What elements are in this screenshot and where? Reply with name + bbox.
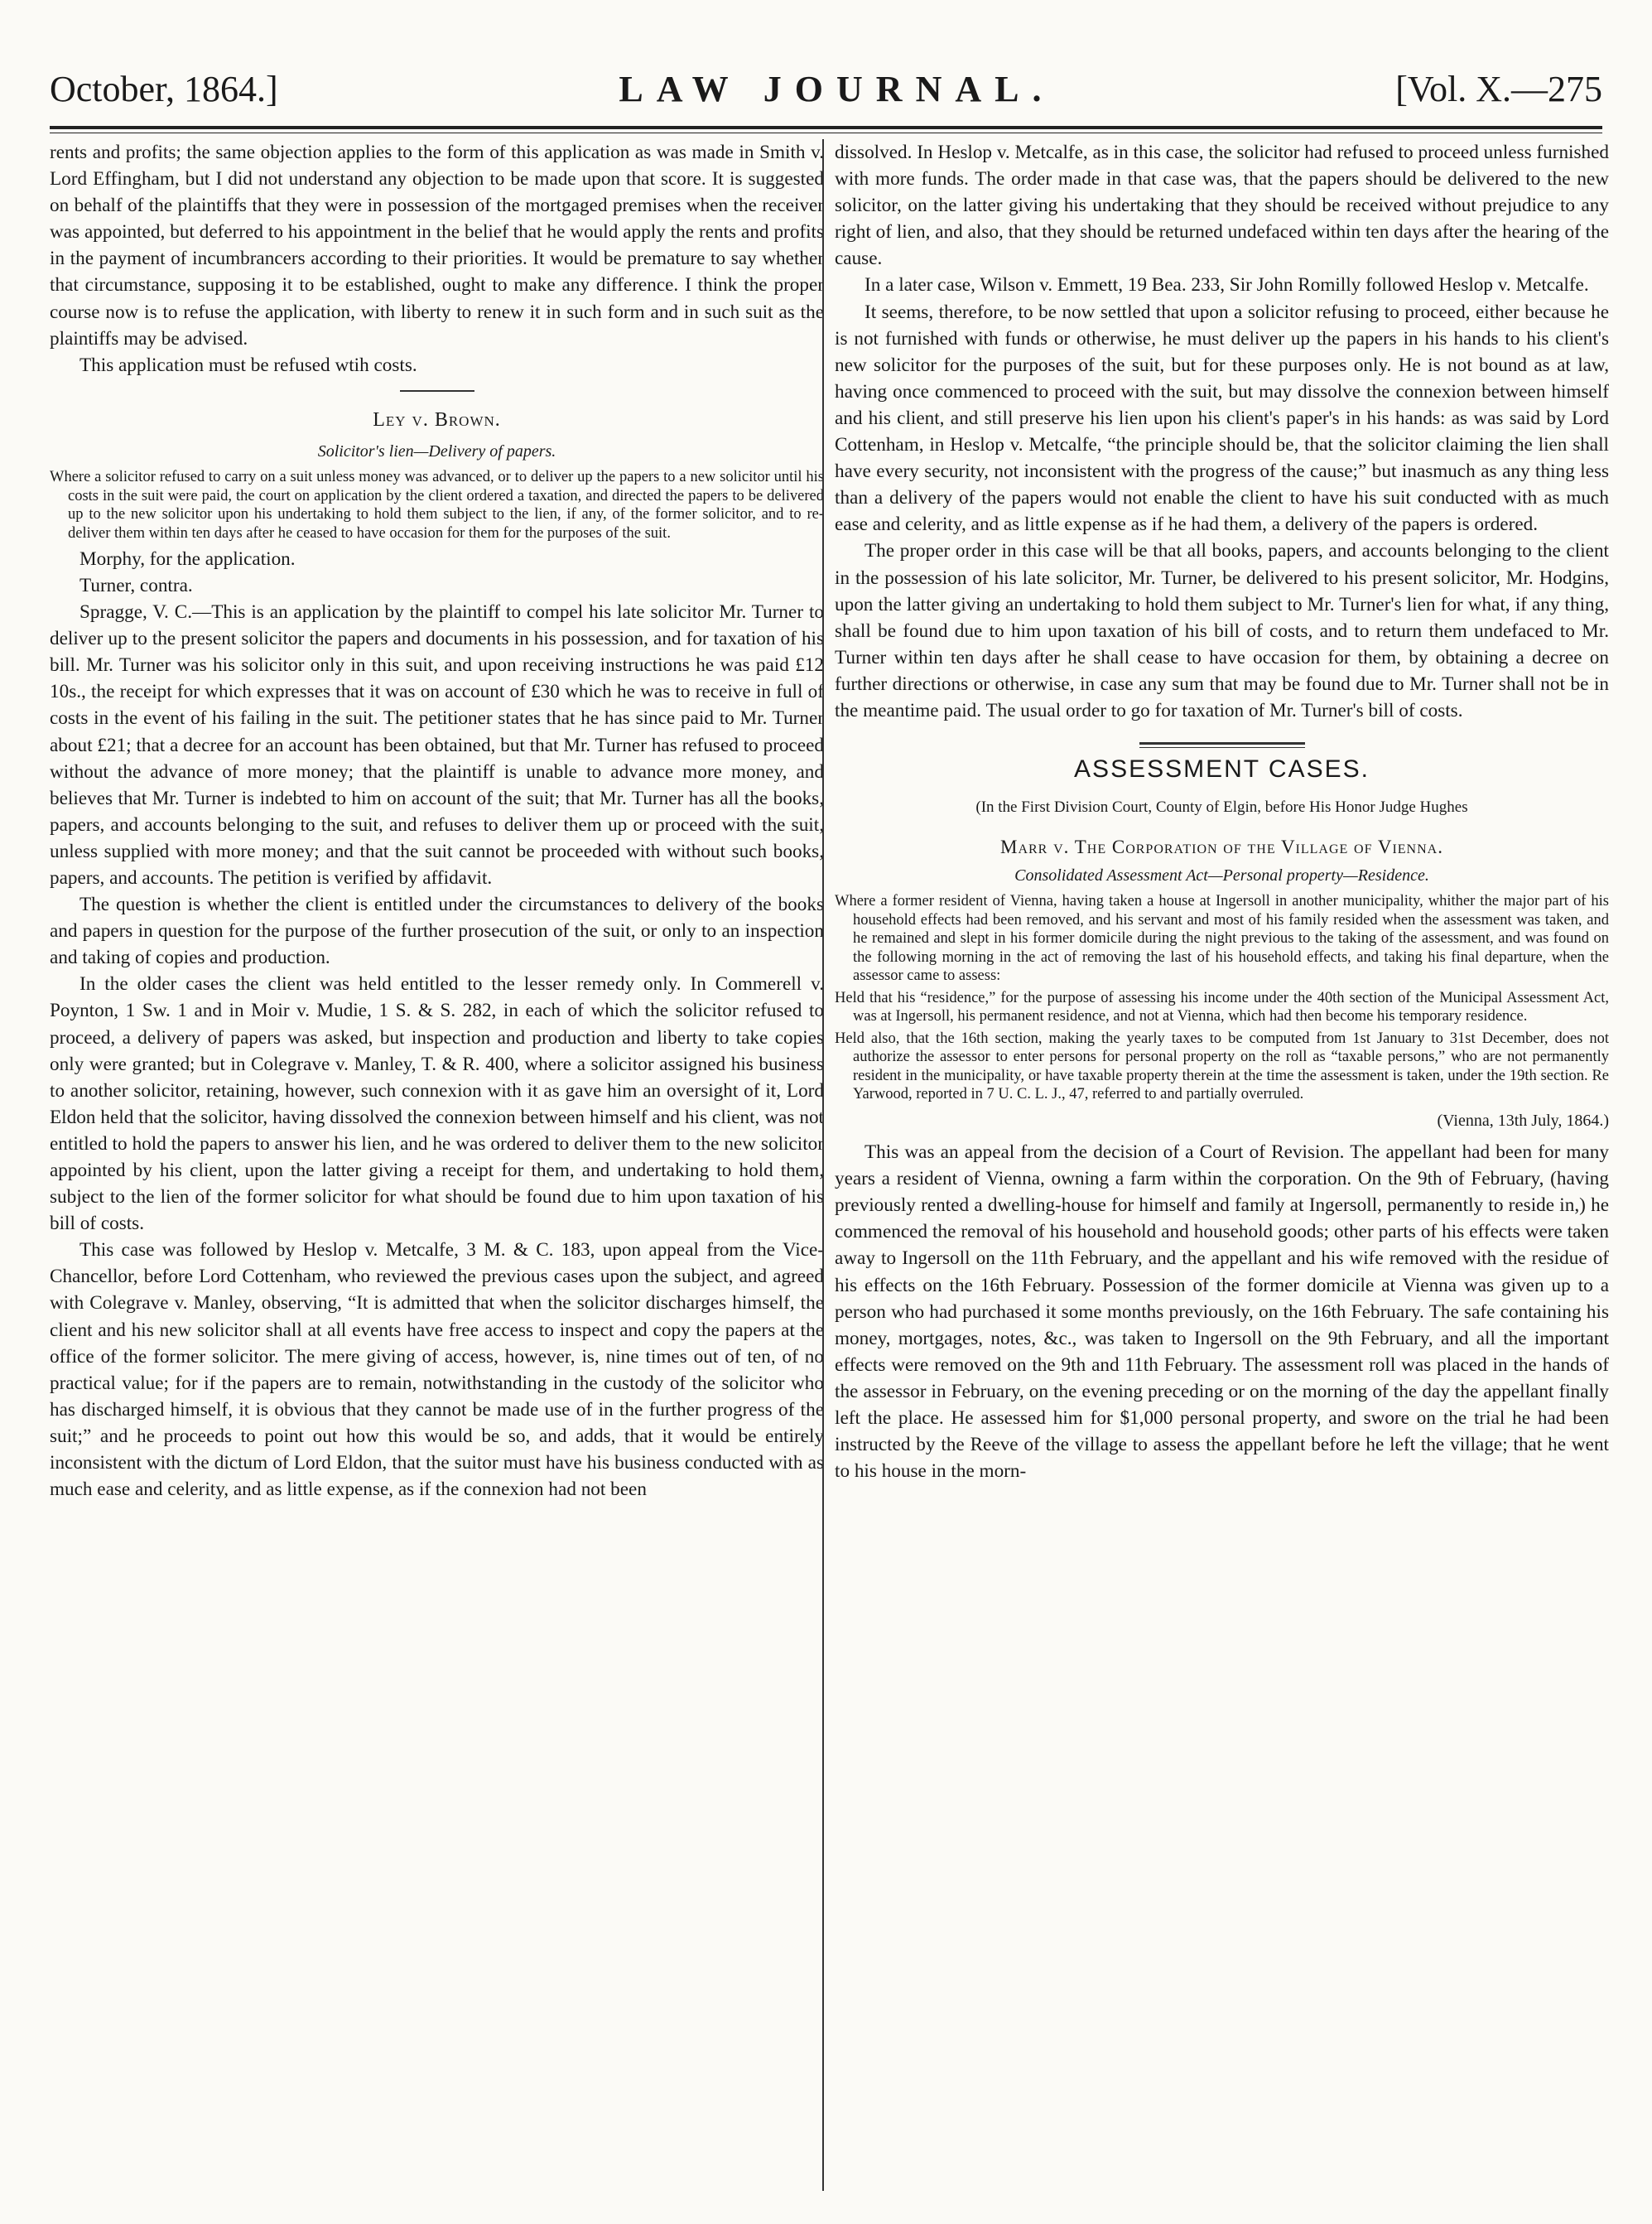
journal-title: LAW JOURNAL. (619, 69, 1055, 109)
header-rule (50, 126, 1602, 129)
paragraph: This was an appeal from the decision of a Court of Revision. The appellant had been for many years a resident of Vienna, owning a farm within the corporation. On the 9th of February, (having previously rented a dwelling-house for himself and family at Ingersoll, permanently to reside in,) he commenced the removal of his household and household goods; other parts of his effects were taken away to Ingersoll on the 11th February, and the appellant and his wife removed with the residue of his effects on the 16th February. Possession of the former domicile at Vienna was given up to a person who had purchased it some months previously, on the 16th February. The safe containing his money, mortgages, notes, &c., was taken to Ingersoll on the 9th February, and all the important effects were removed on the 9th and 11th February. The assessment roll was placed in the hands of the assessor in February, on the evening preceding or on the morning of the day the appellant finally left the place. He assessed him for $1,000 personal property, and swore on the trial he had been instructed by the Reeve of the village to assess the appellant before he left the village; that he went to his house in the morn- (835, 1141, 1609, 1483)
section-title: ASSESSMENT CASES. (1074, 755, 1370, 784)
left-column (50, 139, 824, 2191)
paragraph: Spragge, V. C.—This is an application by the plaintiff to compel his late solicitor Mr. Turner to deliver up to the present solicitor the papers and documents in his possession, and for taxation of his bill. Mr. Turner was his solicitor only in this suit, and upon receiving instructions he was paid £12 10s., the receipt for which expresses that it was on account of £30 which he was to receive in full of costs in the event of his failing in the suit. The petitioner states that he has since paid to Mr. Turner about £21; that a decree for an account has been obtained, but that Mr. Turner has refused to proceed without the advance of more money; that the plaintiff is unable to advance more money, and believes that Mr. Turner is indebted to him on account of the suit; that Mr. Turner has all the books, papers, and accounts belonging to the suit, and refuses to deliver them up or proceed with the suit, unless supplied with more money; and that the suit cannot be proceeded with without such books, papers, and accounts. The petition is verified by affidavit. (50, 601, 824, 889)
paragraph: The proper order in this case will be that all books, papers, and accounts belonging to the client in the possession of his late solicitor, Mr. Turner, be delivered to his present solicitor, Mr. Hodgins, upon the latter giving an undertaking to hold them subject to Mr. Turner's lien for what, if any thing, shall be found due to him upon taxation of his bill of costs, and to return them undefaced to Mr. Turner within ten days after he shall cease to have occasion for them, by obtaining a decree on further directions or otherwise, in case any sum that may be found due to Mr. Turner shall not be in the meantime paid. The usual order to go for taxation of Mr. Turner's bill of costs. (835, 540, 1609, 721)
case-title: Ley v. Brown. (373, 408, 501, 431)
paragraph: In the older cases the client was held entitled to the lesser remedy only. In Commerell v. Poynton, 1 Sw. 1 and in Moir v. Mudie, 1 S. & S. 282, in each of which the solicitor refused to proceed, a delivery of papers was asked, but inspection and production and liberty to take copies only were granted; but in Colegrave v. Manley, T. & R. 400, where a solicitor assigned his business to another solicitor, retaining, however, such connexion with it as gave him an oversight of it, Lord Eldon held that the solicitor, having dissolved the connexion between himself and his client, was not entitled to hold the papers to answer his lien, and he was ordered to deliver them to the new solicitor appointed by his client, upon the latter giving a receipt for them, and undertaking to hold them, subject to the lien of the former solicitor for what should be found due to him upon taxation of his bill of costs. (50, 973, 824, 1235)
paragraph: rents and profits; the same objection applies to the form of this application as was made in Smith v. Lord Effingham, but I did not understand any objection to be made upon that score. It is suggested on behalf of the plaintiffs that they were in possession of the mortgaged premises when the receiver was appointed, but deferred to his appointment in the belief that he would apply the rents and profits in the payment of incumbrancers according to their priorities. It would be premature to say whether that circumstance, supposing it to be established, ought to make any difference. I think the proper course now is to refuse the application, with liberty to renew it in such form and in such suit as the plaintiffs may be advised. (50, 142, 824, 350)
counsel-for: Morphy, for the application. (79, 548, 296, 571)
headnote: Held also, that the 16th section, making the yearly taxes to be computed from 1st January to 31st December, does not authorize the assessor to enter persons for personal property on the roll as “taxable persons,” who are not permanently resident in the municipality, or have taxable property therein at the time the assessment is taken, under the 19th section. Re Yarwood, reported in 7 U. C. L. J., 47, referred to and partially overruled. (835, 1030, 1609, 1103)
divider (400, 390, 474, 392)
paragraph: dissolved. In Heslop v. Metcalfe, as in this case, the solicitor had refused to proceed unless furnished with more funds. The order made in that case was, that the papers should be delivered to the new solicitor, on the latter giving his undertaking that they should be received without prejudice to any right of lien, and also, that they should be returned undefaced within ten days after the hearing of the cause. (835, 142, 1609, 270)
headnote: Where a former resident of Vienna, having taken a house at Ingersoll in another municipality, whither the major part of his household effects had been removed, and his servant and most of his family resided when the assessment was taken, and he remained and slept in his former domicile during the night previous to the taking of the assessment, and was found on the following morning in the act of removing the last of his household effects, and taking his final departure, when the assessor came to assess: (835, 893, 1609, 985)
header-date: October, 1864.] (50, 69, 278, 109)
header-volume-page: [Vol. X.—275 (1395, 69, 1602, 109)
right-column (835, 139, 1609, 2191)
dateline: (Vienna, 13th July, 1864.) (1437, 1111, 1609, 1130)
counsel-contra: Turner, contra. (79, 575, 193, 597)
case-subhead: Solicitor's lien—Delivery of papers. (317, 441, 556, 461)
headnote: Held that his “residence,” for the purpose of assessing his income under the 40th section of the Municipal Assessment Act, was at Ingersoll, his permanent residence, and not at Vienna, which had then become his temporary residence. (835, 989, 1609, 1025)
headnote: Where a solicitor refused to carry on a suit unless money was advanced, or to deliver up the papers to a new solicitor until his costs in the suit were paid, the court on application by the client ordered a taxation, and directed the papers to be delivered up to the new solicitor upon his undertaking to hold them subject to the lien, if any, of the former solicitor, and to re-deliver them within ten days after he ceased to have occasion for them for the purposes of the suit. (50, 469, 824, 542)
paragraph: It seems, therefore, to be now settled that upon a solicitor refusing to proceed, either because he is not furnished with funds or otherwise, he must deliver up the papers in his hands to his client's new solicitor for the purposes of the suit, but for these purposes only. He is not bound as at law, having once commenced to proceed with the suit, but may dissolve the connexion between himself and his client, and still preserve his lien upon his client's paper's in his hands: as was said by Lord Cottenham, in Heslop v. Metcalfe, “the principle should be, that the solicitor claiming the lien shall have every security, not inconsistent with the progress of the cause;” but inasmuch as any thing less than a delivery of the papers would not enable the client to have his suit conducted with as much ease and celerity, and as little expense as if he had them, a delivery of the papers is ordered. (835, 301, 1609, 536)
paragraph: This case was followed by Heslop v. Metcalfe, 3 M. & C. 183, upon appeal from the Vice-Chancellor, before Lord Cottenham, who reviewed the previous cases upon the subject, and agreed with Colegrave v. Manley, observing, “It is admitted that when the solicitor discharges himself, the client and his new solicitor shall at all events have free access to inspect and copy the papers at the office of the former solicitor. The mere giving of access, however, is, nine times out of ten, of no practical value; for if the papers are to remain, notwithstanding in the custody of the solicitor who has discharged himself, it is obvious that they cannot be made use of in the further progress of the suit;” and he proceeds to point out how this would be so, and adds, that it would be entirely inconsistent with the dictum of Lord Eldon, that the suitor must have his business conducted with as much ease and celerity, and as little expense, as if the connexion had not been (50, 1239, 824, 1501)
page-header (50, 68, 1602, 126)
case-subhead: Consolidated Assessment Act—Personal property—Residence. (1014, 866, 1429, 885)
paragraph: In a later case, Wilson v. Emmett, 19 Bea. 233, Sir John Romilly followed Heslop v. Metcalfe. (865, 274, 1589, 297)
section-divider (1139, 742, 1305, 748)
paragraph: The question is whether the client is entitled under the circumstances to delivery of the books and papers in question for the purpose of the further prosecution of the suit, or only to an inspection and taking of copies and production. (50, 894, 824, 969)
column-divider (822, 139, 824, 2191)
paragraph: This application must be refused wtih costs. (79, 354, 417, 376)
court-line: (In the First Division Court, County of Elgin, before His Honor Judge Hughes (975, 798, 1468, 817)
case-title: Marr v. The Corporation of the Village of Vienna. (1000, 837, 1443, 858)
